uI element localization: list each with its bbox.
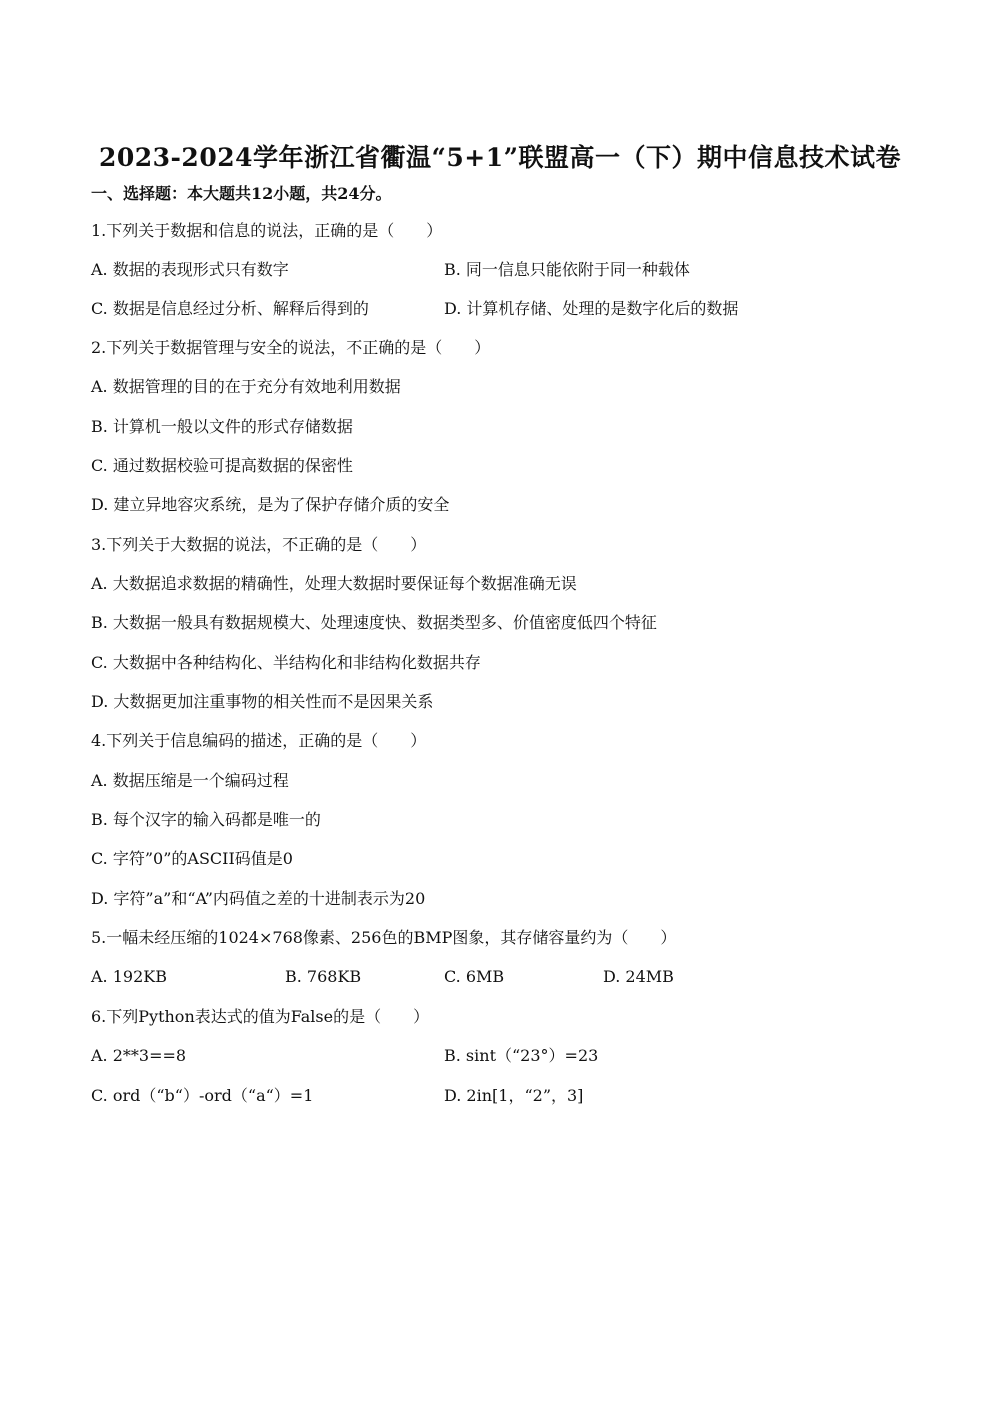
question-5-option-a: A. 192KB xyxy=(91,967,167,986)
question-1-option-a: A. 数据的表现形式只有数字 xyxy=(91,260,289,279)
question-5-option-d: D. 24MB xyxy=(603,967,674,986)
question-2-option-a: A. 数据管理的目的在于充分有效地利用数据 xyxy=(91,377,401,396)
question-6-stem: 6.下列Python表达式的值为False的是（ ） xyxy=(91,1007,430,1026)
question-5-option-c: C. 6MB xyxy=(444,967,505,986)
question-3-stem: 3.下列关于大数据的说法，不正确的是（ ） xyxy=(91,535,427,554)
question-6-option-c: C. ord（“b“）-ord（“a“）=1 xyxy=(91,1086,314,1105)
question-1-option-b: B. 同一信息只能依附于同一种载体 xyxy=(444,260,690,279)
question-6-option-b: B. sint（“23°）=23 xyxy=(444,1046,599,1065)
question-2-option-b: B. 计算机一般以文件的形式存储数据 xyxy=(91,417,353,436)
question-4-option-d: D. 字符”a”和“A”内码值之差的十进制表示为20 xyxy=(91,889,426,908)
question-2-option-d: D. 建立异地容灾系统，是为了保护存储介质的安全 xyxy=(91,495,450,514)
question-3-option-d: D. 大数据更加注重事物的相关性而不是因果关系 xyxy=(91,692,434,711)
question-5-stem: 5.一幅未经压缩的1024×768像素、256色的BMP图象，其存储容量约为（ ） xyxy=(91,928,677,947)
question-3-option-b: B. 大数据一般具有数据规模大、处理速度快、数据类型多、价值密度低四个特征 xyxy=(91,613,657,632)
question-4-option-c: C. 字符”0”的ASCII码值是0 xyxy=(91,849,293,868)
question-6-option-a: A. 2**3==8 xyxy=(91,1046,187,1065)
question-2-option-c: C. 通过数据校验可提高数据的保密性 xyxy=(91,456,353,475)
question-5-option-b: B. 768KB xyxy=(285,967,362,986)
exam-title: 2023-2024学年浙江省衢温“5+1”联盟高一（下）期中信息技术试卷 xyxy=(98,143,902,172)
question-2-stem: 2.下列关于数据管理与安全的说法，不正确的是（ ） xyxy=(91,338,491,357)
question-1-stem: 1.下列关于数据和信息的说法，正确的是（ ） xyxy=(91,221,443,240)
question-4-option-b: B. 每个汉字的输入码都是唯一的 xyxy=(91,810,321,829)
question-3-option-a: A. 大数据追求数据的精确性，处理大数据时要保证每个数据准确无误 xyxy=(91,574,577,593)
question-4-option-a: A. 数据压缩是一个编码过程 xyxy=(91,771,289,790)
question-1-option-d: D. 计算机存储、处理的是数字化后的数据 xyxy=(444,299,739,318)
question-3-option-c: C. 大数据中各种结构化、半结构化和非结构化数据共存 xyxy=(91,653,481,672)
question-4-stem: 4.下列关于信息编码的描述，正确的是（ ） xyxy=(91,731,427,750)
question-1-option-c: C. 数据是信息经过分析、解释后得到的 xyxy=(91,299,369,318)
section-heading: 一、选择题：本大题共12小题，共24分。 xyxy=(91,184,392,203)
question-6-option-d: D. 2in[1，“2”，3] xyxy=(444,1086,584,1105)
